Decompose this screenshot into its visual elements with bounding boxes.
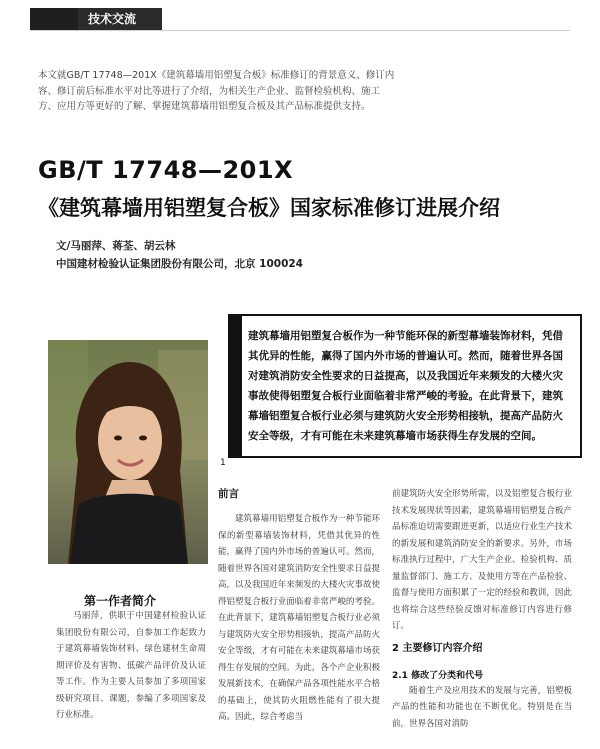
- title-main: 《建筑幕墙用铝塑复合板》国家标准修订进展介绍: [38, 196, 500, 220]
- author-portrait: [48, 340, 208, 564]
- abstract: 本文就GB/T 17748—201X《建筑幕墙用铝塑复合板》标准修订的背景意义、修订内容、修订前后标准水平对比等进行了介绍，为相关生产企业、监督检验机构、施工方、应用方等更好的了解、掌握建筑幕墙用铝塑复合板及其产品标准提供支持。: [38, 70, 395, 112]
- affiliation: 中国建材检验认证集团股份有限公司，北京 100024: [56, 258, 303, 270]
- bio-text: 马丽萍，供职于中国建材检验认证集团股份有限公司，自参加工作起致力于建筑幕墙装饰材料、绿色建材生命周期评价及有害物、低碳产品评价及认证等工作。作为主要人员参加了多项国家级研究项目、课题，参编了多项国家及行业标准。: [56, 611, 206, 720]
- title-code: GB/T 17748—201X: [38, 156, 294, 184]
- author-photo: [48, 340, 208, 564]
- section-label: 技术交流: [78, 8, 162, 30]
- page-mark: 1: [220, 458, 226, 468]
- highlight-box: [228, 314, 582, 458]
- authors: 文/马丽萍、蒋荃、胡云林: [56, 240, 176, 252]
- section21-text: 随着生产及应用技术的发展与完善，铝塑板产品的性能和功能也在不断优化。特别是在当前，世界各国对消防: [392, 685, 572, 729]
- preface-heading: 前言: [218, 488, 239, 500]
- column-right: [392, 486, 572, 732]
- highlight-text: 建筑幕墙用铝塑复合板作为一种节能环保的新型幕墙装饰材料，凭借其优异的性能，赢得了国内外市场的普遍认可。然而，随着世界各国对建筑消防安全性要求的日益提高，以及我国近年来频发的大楼火灾事故使得铝塑复合板行业面临着非常严峻的考验。在此背景下，建筑幕墙铝塑复合板行业必须与建筑防火安全形势相接轨，提高产品防火安全等级，才有可能在未来建筑幕墙市场获得生存发展的空间。: [248, 330, 563, 442]
- right-paragraph: 前建筑防火安全形势所需，以及铝塑复合板行业技术发展现状等因素，建筑幕墙用铝塑复合板产品标准迫切需要跟进更新，以适应行业生产技术的新发展和建筑消防安全的新要求。另外，市场标准执行过程中，广大生产企业、检验机构、质量监督部门、施工方、及使用方等在产品检验、监督与使用方面积累了一定的经验和教训，因此也将综合这些经验反馈对标准修订内容进行修订。: [392, 489, 572, 631]
- section2-heading: 2 主要修订内容介绍: [392, 642, 483, 654]
- section-tab-block: [30, 8, 78, 30]
- header-rule: [30, 30, 570, 31]
- bio-title: 第一作者简介: [84, 594, 157, 608]
- preface-text: 建筑幕墙用铝塑复合板作为一种节能环保的新型幕墙装饰材料，凭借其优异的性能，赢得了国内外市场的普遍认可。然而，随着世界各国对建筑消防安全性要求日益提高，以及我国近年来频发的大楼火灾事故使得铝塑复合板行业面临着非常严峻的考验。在此背景下，建筑幕墙铝塑复合板行业必须与建筑防火安全形势相接轨，提高产品防火安全等级，才有可能在未来建筑幕墙市场获得生存发展的空间。为此，各个产企业积极发展新技术，在确保产品各项性能水平合格的基础上，使其防火阻燃性能有了很大提高。因此，综合考虑当: [218, 514, 380, 722]
- section-tab: [30, 8, 162, 30]
- section21-heading: 2.1 修改了分类和代号: [392, 670, 484, 681]
- column-middle: [218, 486, 380, 726]
